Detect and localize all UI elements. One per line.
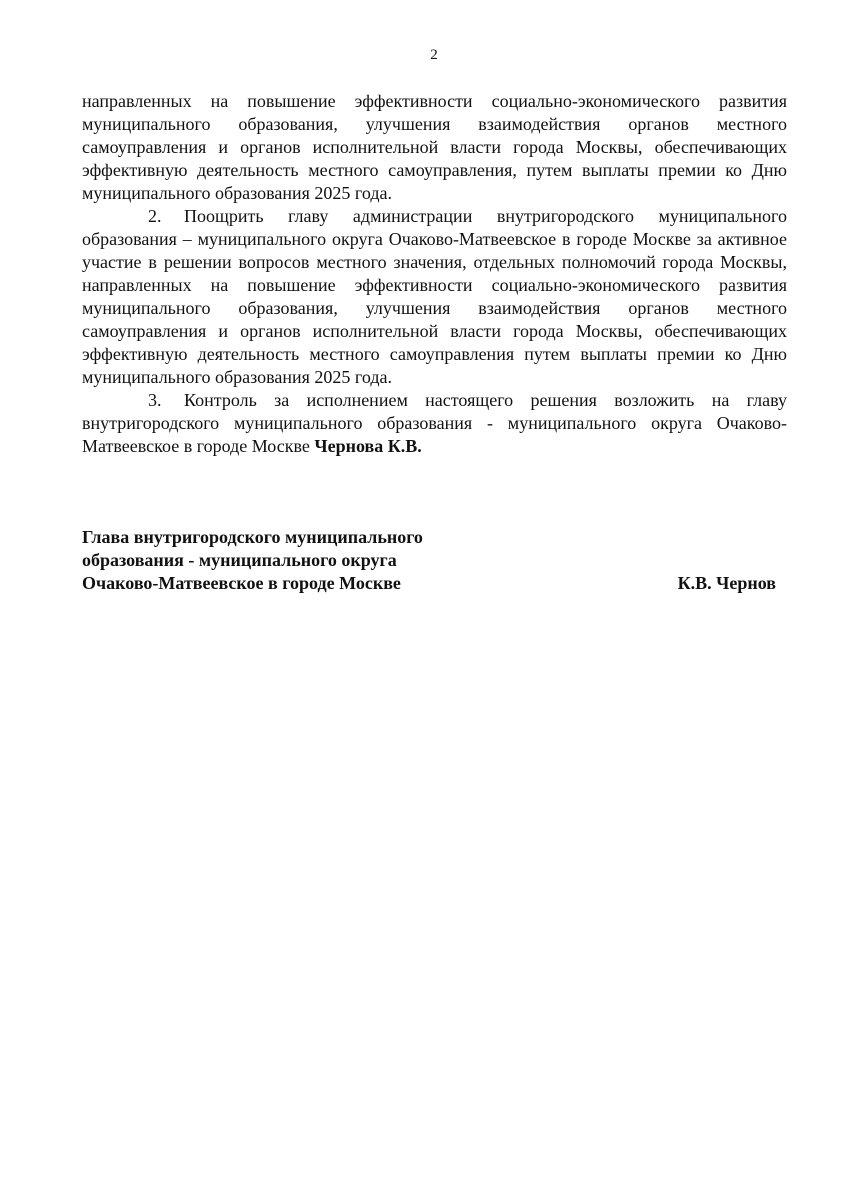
paragraph-continuation: направленных на повышение эффективности социально-экономического развития муниципального образования, улучшения взаимодействия органов местного самоуправления и органов исполнительной власти города Москвы, обеспечивающих эффективную деятельность местного самоуправления, путем выплаты премии ко Дню муниципального образования 2025 года. <box>82 91 787 203</box>
item-3-text: Контроль за исполнением настоящего решения возложить на главу внутригородского муниципального образования - муниципального округа Очаково-Матвеевское в городе Москве <box>82 390 787 456</box>
signature-title-line-3: Очаково-Матвеевское в городе Москве <box>82 573 401 593</box>
item-2-number: 2. <box>148 206 162 226</box>
item-2-text: Поощрить главу администрации внутригородского муниципального образования – муниципального округа Очаково-Матвеевское в городе Москве за активное участие в решении вопросов местного значения, отдельных полномочий города Москвы, направленных на повышение эффективности социально-экономического развития муниципального образования, улучшения взаимодействия органов местного самоуправления и органов исполнительной власти города Москвы, обеспечивающих эффективную деятельность местного самоуправления путем выплаты премии ко Дню муниципального образования 2025 года. <box>82 206 787 387</box>
item-3-number: 3. <box>148 390 162 410</box>
page-number: 2 <box>430 47 438 63</box>
signature-title-line-1: Глава внутригородского муниципального <box>82 527 423 547</box>
paragraph-item-3 <box>82 389 787 458</box>
signature-title-line-2: образования - муниципального округа <box>82 550 397 570</box>
paragraph-item-2 <box>82 205 787 389</box>
signature-block <box>82 526 776 595</box>
item-3-responsible-name: Чернова К.В. <box>314 436 422 456</box>
signatory-name: К.В. Чернов <box>677 573 776 593</box>
document-body <box>82 90 787 458</box>
signature-row <box>82 572 776 595</box>
